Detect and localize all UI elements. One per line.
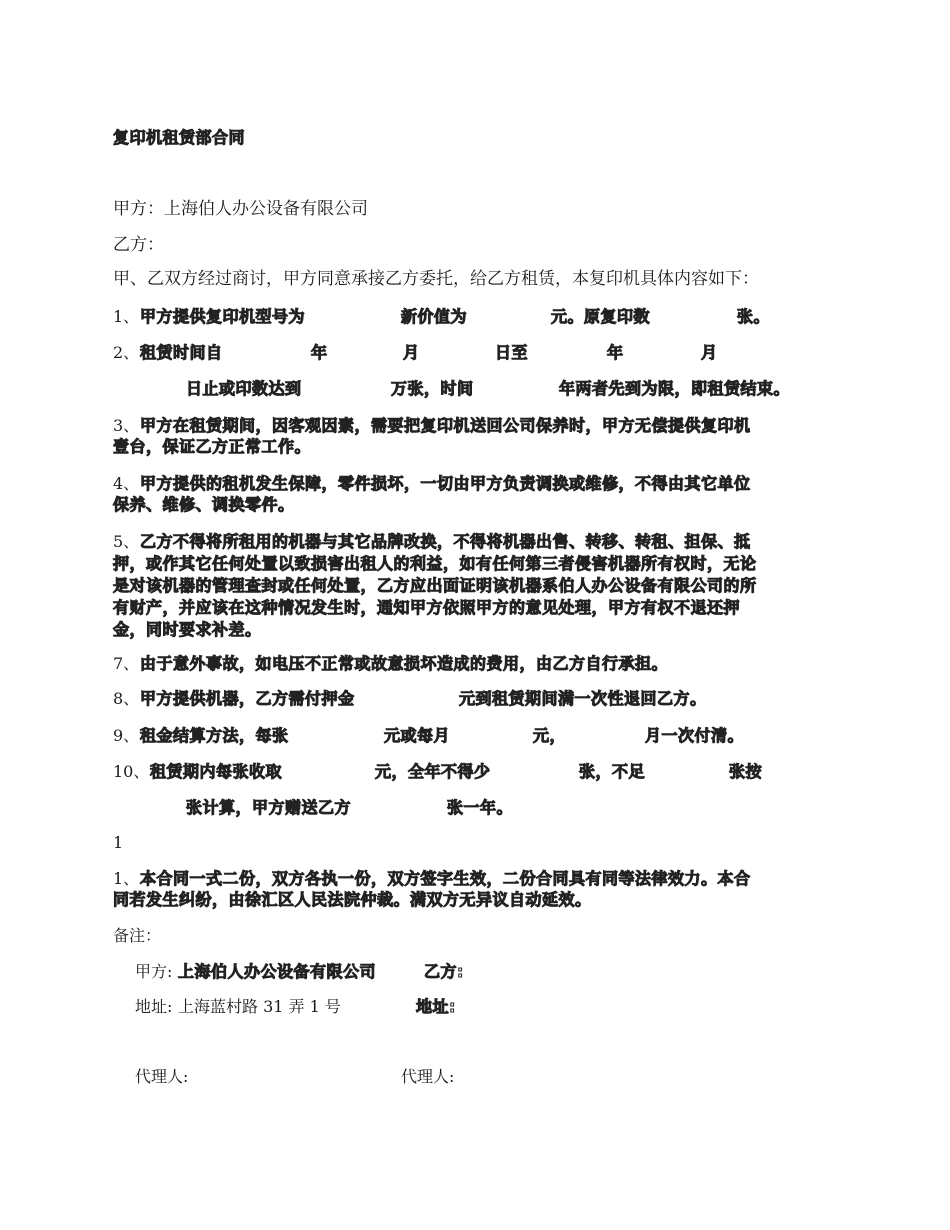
intro-paragraph: 甲、乙双方经过商讨，甲方同意承接乙方委托，给乙方租赁，本复印机具体内容如下：: [113, 269, 759, 289]
clause-5-line-5: 金，同时要求补差。: [113, 620, 262, 639]
clause-2-month-1: 月: [403, 343, 420, 362]
sign-party-b-address-label: 地址:: [416, 997, 456, 1016]
clause-2-text-c: 万张，时间: [391, 379, 474, 398]
clause-number: 1、: [113, 869, 140, 888]
clause-2-day-to: 日至: [495, 343, 529, 362]
sign-party-b-label: 乙方:: [424, 962, 464, 981]
clause-number: 10、: [113, 762, 150, 781]
clause-10-text-e: 张计算，甲方赠送乙方: [186, 798, 352, 817]
page-number: 1: [113, 833, 124, 852]
clause-2-year-2: 年: [607, 343, 624, 362]
agent-b-label: 代理人:: [401, 1067, 455, 1086]
clause-number: 5、: [113, 532, 140, 551]
clause-10-text-c: 张，不足: [579, 762, 646, 781]
clause-number: 4、: [113, 474, 140, 493]
clause-9-text-b: 元或每月: [384, 726, 451, 745]
clause-5-line-4: 有财产，并应该在这种情况发生时，通知甲方依照甲方的意见处理，甲方有权不退还押: [113, 598, 741, 617]
clause-9-text-a: 租金结算方法，每张: [140, 726, 289, 745]
clause-10-text-d: 张按: [729, 762, 763, 781]
remark-label: 备注：: [113, 926, 162, 945]
clause-number: 3、: [113, 416, 140, 435]
clause-1-text-d: 张。: [737, 307, 771, 326]
clause-10-text-b: 元，全年不得少: [375, 762, 491, 781]
sign-party-a-name: 上海伯人办公设备有限公司: [178, 962, 377, 981]
clause-7-text: 由于意外事故，如电压不正常或故意损坏造成的费用，由乙方自行承担。: [140, 654, 669, 673]
clause-number: 8、: [113, 689, 140, 708]
clause-3-line-2: 壹台，保证乙方正常工作。: [113, 437, 312, 456]
clause-number: 1、: [113, 307, 140, 326]
clause-5-line-1: 乙方不得将所租用的机器与其它品牌改换，不得将机器出售、转移、转租、担保、抵: [140, 532, 751, 551]
clause-2-year-1: 年: [311, 343, 328, 362]
party-b-line: 乙方：: [113, 235, 164, 255]
clause-9-text-c: 元，: [533, 726, 567, 745]
clause-2-text-a: 租赁时间自: [140, 343, 223, 362]
clause-2-text-d: 年两者先到为限，即租赁结束。: [559, 379, 791, 398]
clause-1-text-a: 甲方提供复印机型号为: [140, 307, 306, 326]
clause-2-text-b: 日止或印数达到: [186, 379, 302, 398]
clause-10-text-f: 张一年。: [447, 798, 514, 817]
document-title: 复印机租赁部合同: [113, 128, 246, 147]
extra-clause-line-2: 同若发生纠纷，由徐汇区人民法院仲裁。满双方无异议自动延效。: [113, 890, 592, 909]
clause-9-text-d: 月一次付清。: [645, 726, 745, 745]
clause-number: 9、: [113, 726, 140, 745]
clause-number: 7、: [113, 654, 140, 673]
sign-address-label: 地址:: [135, 997, 173, 1016]
clause-4-line-1: 甲方提供的租机发生保障，零件损坏，一切由甲方负责调换或维修，不得由其它单位: [140, 474, 751, 493]
clause-5-line-2: 押，或作其它任何处置以致损害出租人的利益，如有任何第三者侵害机器所有权时，无论: [113, 554, 757, 573]
clause-1-text-b: 新价值为: [401, 307, 468, 326]
clause-1: [113, 307, 139, 327]
clause-8-text-a: 甲方提供机器，乙方需付押金: [140, 689, 355, 708]
sign-party-a-label: 甲方:: [135, 962, 173, 981]
agent-a-label: 代理人:: [135, 1067, 189, 1086]
clause-5-line-3: 是对该机器的管理查封或任何处置，乙方应出面证明该机器系伯人办公设备有限公司的所: [113, 576, 757, 595]
clause-8-text-b: 元到租赁期间满一次性退回乙方。: [459, 689, 707, 708]
clause-1-text-c: 元。原复印数: [551, 307, 651, 326]
party-a-line: 甲方：上海伯人办公设备有限公司: [113, 199, 368, 219]
clause-number: 2、: [113, 343, 140, 362]
clause-2-month-2: 月: [701, 343, 718, 362]
extra-clause-line-1: 本合同一式二份，双方各执一份，双方签字生效，二份合同具有同等法律效力。本合: [140, 869, 751, 888]
clause-3-line-1: 甲方在租赁期间，因客观因素，需要把复印机送回公司保养时，甲方无偿提供复印机: [140, 416, 751, 435]
clause-4-line-2: 保养、维修、调换零件。: [113, 495, 295, 514]
clause-10-text-a: 租赁期内每张收取: [150, 762, 283, 781]
sign-address: 上海蓝村路 31 弄 1 号: [178, 997, 341, 1016]
